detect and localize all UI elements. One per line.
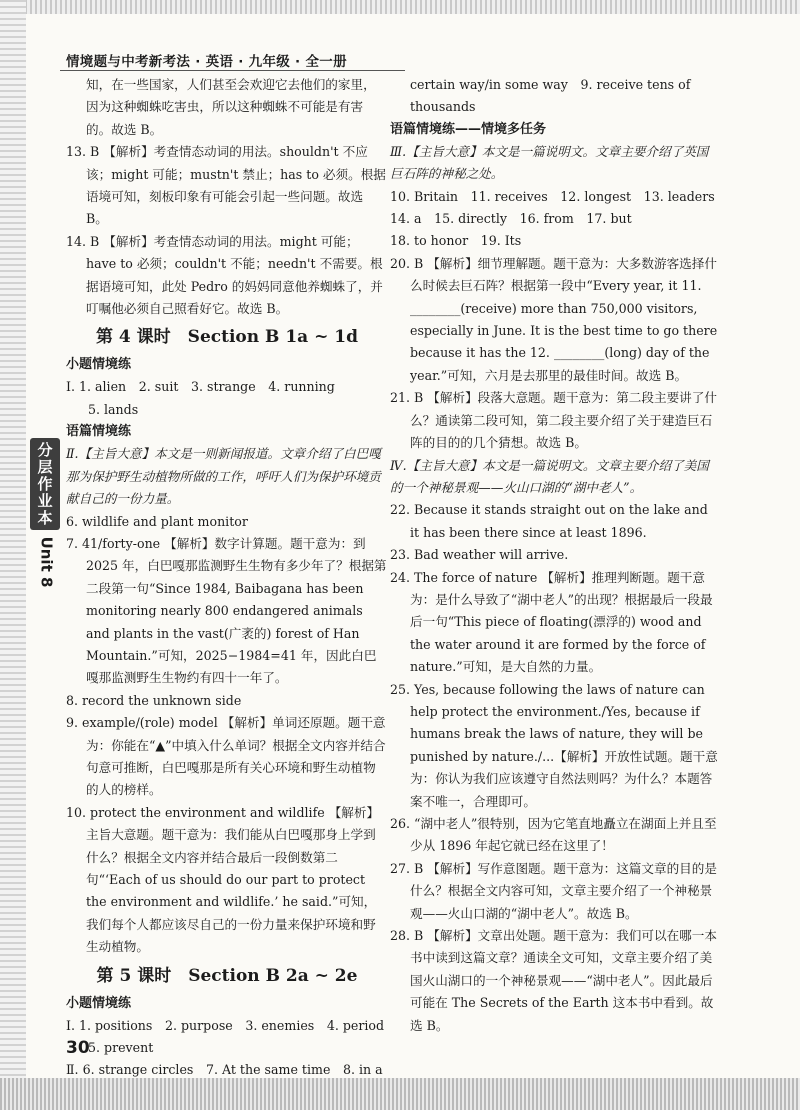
answer-28: 28. B 【解析】文章出处题。题干意为：我们可以在哪一本书中读到这篇文章？通读全文可知，文章主要介绍了美国火山湖口的一个神秘景观——“湖中老人”。因此最后可能在 The Secrets of the Earth 这本书中看到。故选 B。 [390,928,717,1033]
answer-7: 7. 41/forty-one 【解析】数字计算题。题干意为：到 2025 年，白巴嘎那监测野生生物有多少年了？根据第二段第一句“Since 1984, Baibagana has been monitoring nearly 800 endangered animals and plants in the vast(广袤的) forest of Han Mountain.”可知，2025−1984=41 年，因此白巴嘎那监测野生生物约有四十一年了。 [66,535,387,686]
answer-13: 13. B 【解析】考查情态动词的用法。shouldn't 不应该；might 可能；mustn't 禁止；has to 必须。根据语境可知，刻板印象有可能会引起一些问题。故选 B。 [66,144,386,227]
part-2-answers: Ⅱ. 6. strange circles 7. At the same time 8. in a [66,1062,383,1078]
answer-8-continuation: certain way/in some way 9. receive tens of thousands [410,77,691,115]
scan-edge-top [0,0,800,14]
part-1-answers: Ⅰ. 1. positions 2. purpose 3. enemies 4. period [66,1017,385,1033]
section-heading: 语篇情境练——情境多任务 [390,121,547,137]
scan-edge-left [0,0,26,1110]
answer-27: 27. B 【解析】写作意图题。题干意为：这篇文章的目的是什么？根据全文内容可知，文章主要介绍了一个神秘景观——火山口湖的“湖中老人”。故选 B。 [390,860,717,921]
main-idea-3: Ⅲ.【主旨大意】本文是一篇说明文。文章主要介绍了英国巨石阵的神秘之处。 [390,143,709,182]
answer-14: 14. B 【解析】考查情态动词的用法。might 可能；have to 必须；couldn't 不能；needn't 不需要。根据语境可知，此处 Pedro 的妈妈同意他养蜘蛛了，并叮嘱他必须自己照看好它。故选 B。 [66,233,383,317]
side-tab [30,438,60,530]
side-tab-label: 分层作业本 [35,441,54,527]
page-header: 情境题与中考新考法 · 英语 · 九年级 · 全一册 [66,54,347,70]
section-heading: 语篇情境练 [66,424,132,440]
answers-18-19: 18. to honor 19. Its [390,233,522,249]
answer-6: 6. wildlife and plant monitor [66,513,248,529]
answer-26: 26. “湖中老人”很特别，因为它笔直地矗立在湖面上并且至少从 1896 年起它就已经在这里了！ [390,816,717,854]
lesson-5-title: 第 5 课时 Section B 2a ~ 2e [96,965,358,986]
section-heading: 小题情境练 [66,357,132,373]
part-1-answers-cont: 5. lands [88,401,139,417]
answers-14-17: 14. a 15. directly 16. from 17. but [390,211,632,227]
answer-22: 22. Because it stands straight out on the lake and it has been there since at least 1896. [390,502,708,540]
page-number: 30 [66,1038,90,1058]
header-rule [60,70,405,71]
answer-10: 10. protect the environment and wildlife 【解析】主旨大意题。题干意为：我们能从白巴嘎那身上学到什么？根据全文内容并结合最后一段倒数第二句“‘Each of us should do our part to protect the environment and wildlife.’ he said.”可知，我们每个人都应该尽自己的一份力量来保护环境和野生动植物。 [66,804,380,955]
answer-23: 23. Bad weather will arrive. [390,547,569,563]
answer-continuation: 知，在一些国家，人们甚至会欢迎它去他们的家里，因为这种蜘蛛吃害虫，所以这种蜘蛛不可能是有害的。故选 B。 [86,77,376,137]
part-1-answers-cont: 5. prevent [88,1040,154,1056]
lesson-4-title: 第 4 课时 Section B 1a ~ 1d [96,327,358,348]
right-column [390,74,720,1037]
main-idea-4: Ⅳ.【主旨大意】本文是一篇说明文。文章主要介绍了美国的一个神秘景观——火山口湖的“湖中老人”。 [390,457,709,495]
answer-24: 24. The force of nature 【解析】推理判断题。题干意为：是什么导致了“湖中老人”的出现？根据最后一段最后一句“This piece of floating(漂浮的) wood and the water around it are formed by the force of nature.”可知，是大自然的力量。 [390,569,713,675]
main-idea-2: Ⅱ.【主旨大意】本文是一则新闻报道。文章介绍了白巴嘎那为保护野生动植物所做的工作，呼吁人们为保护环境贡献自己的一份力量。 [66,446,381,507]
answer-9: 9. example/(role) model 【解析】单词还原题。题干意为：你能在“▲”中填入什么单词？根据全文内容并结合句意可推断，白巴嘎那是所有关心环境和野生动植物的人的榜样。 [66,715,386,798]
answers-10-13: 10. Britain 11. receives 12. longest 13. leaders [390,188,715,204]
section-heading: 小题情境练 [66,995,132,1011]
answer-25: 25. Yes, because following the laws of nature can help protect the environment./Yes, because if humans break the laws of nature, they will be punished by nature./...【解析】开放性试题。题干意为：你认为我们应该遵守自然法则吗？为什么？本题答案不唯一，合理即可。 [390,681,718,809]
scan-edge-bottom [0,1078,800,1110]
left-column [66,74,388,1082]
part-1-answers: Ⅰ. 1. alien 2. suit 3. strange 4. running [66,379,335,395]
answer-8: 8. record the unknown side [66,692,242,708]
answer-20: 20. B 【解析】细节理解题。题干意为：大多数游客选择什么时候去巨石阵？根据第一段中“Every year, it 11. ________(receive) more than 750,000 visitors, especially in June. It is the best time to go there because it has the 12. ________(long) day of the year.”可知，六月是去那里的最佳时间。故选 B。 [390,255,718,383]
unit-label: Unit 8 [37,536,55,588]
answer-21: 21. B 【解析】段落大意题。题干意为：第二段主要讲了什么？通读第二段可知，第二段主要介绍了关于建造巨石阵的目的的几个猜想。故选 B。 [390,390,717,451]
